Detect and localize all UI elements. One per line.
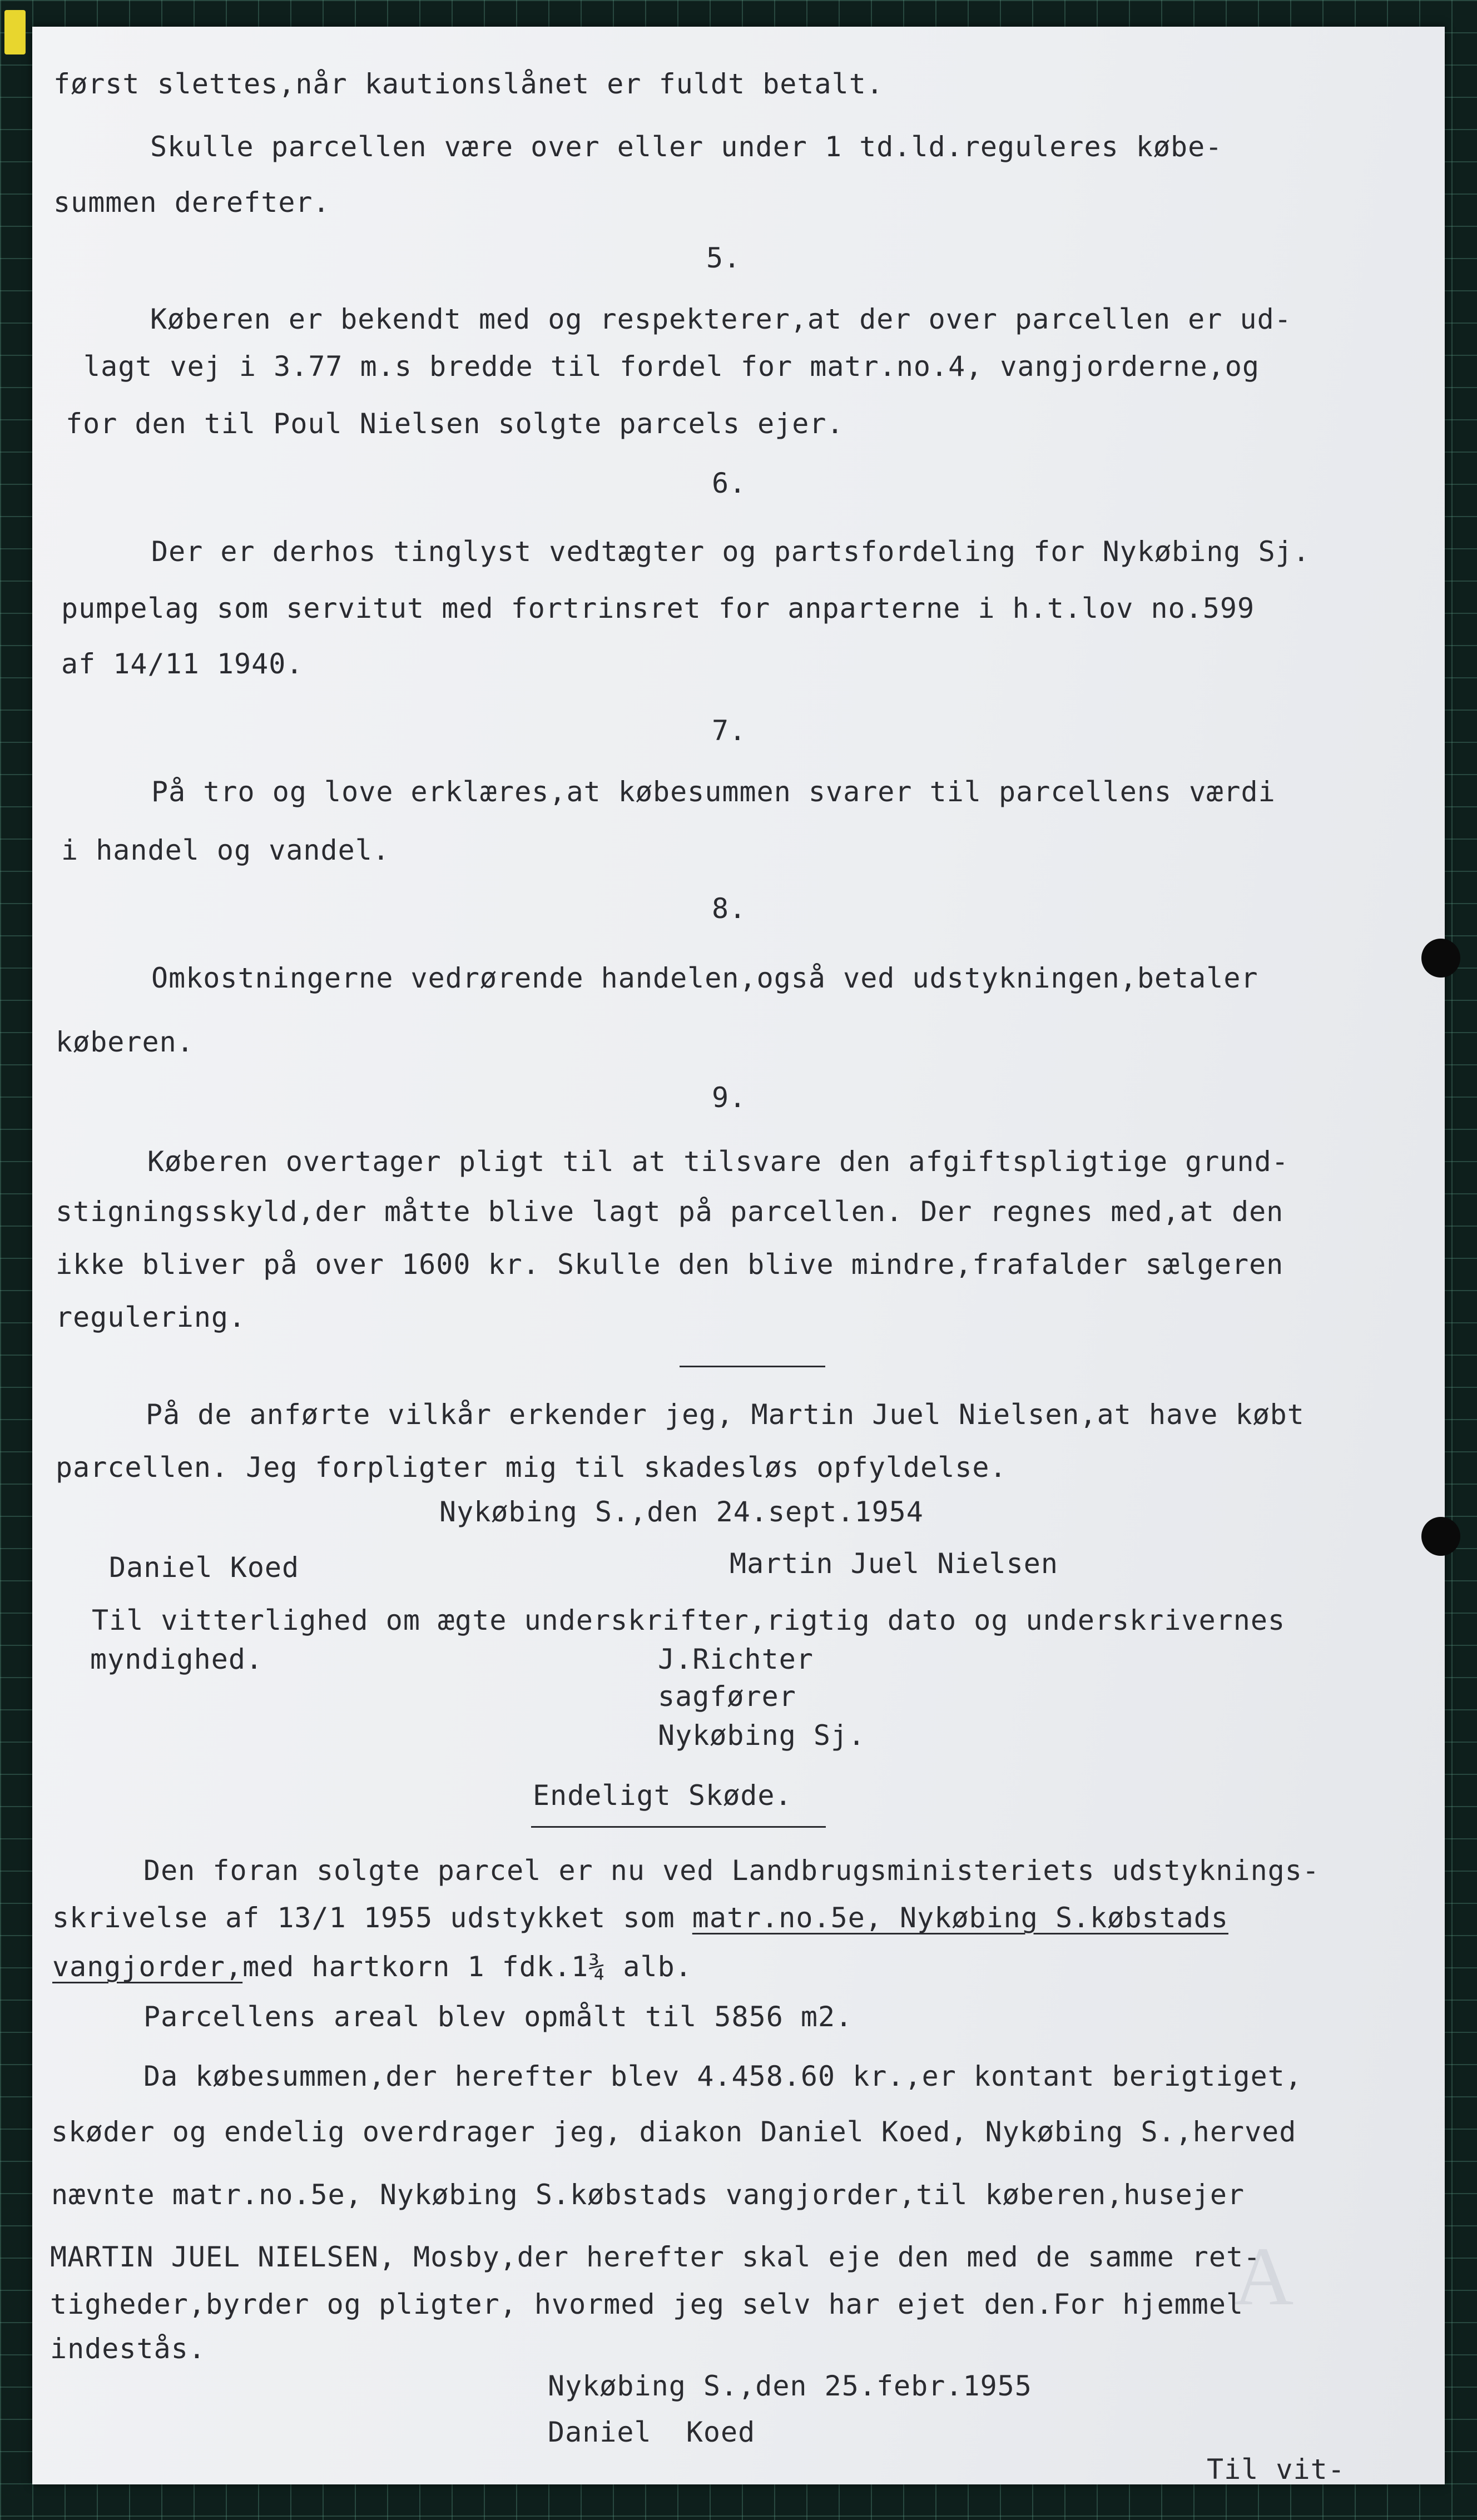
- place-date-1955: Nykøbing S.,den 25.febr.1955: [548, 2370, 1032, 2402]
- line-2: Skulle parcellen være over eller under 1 td.ld.reguleres købe-: [150, 131, 1223, 163]
- line-17: køberen.: [56, 1026, 194, 1058]
- signature-daniel-koed: Daniel Koed: [548, 2416, 756, 2448]
- witness-line-2: myndighed.: [90, 1643, 264, 1675]
- line-39: skøder og endelig overdrager jeg, diakon Daniel Koed, Nykøbing S.,herved: [51, 2116, 1297, 2148]
- witness-line-1: Til vitterlighed om ægte underskrifter,rigtig dato og underskrivernes: [92, 1604, 1286, 1636]
- line-1: først slettes,når kautionslånet er fuldt betalt.: [53, 68, 884, 100]
- line-9: Der er derhos tinglyst vedtægter og partsfordeling for Nykøbing Sj.: [151, 535, 1310, 568]
- section-number-5: 5.: [706, 242, 741, 274]
- line-23: På de anførte vilkår erkender jeg, Martin Juel Nielsen,at have købt: [146, 1398, 1305, 1431]
- line-13: På tro og love erklæres,at købesummen svarer til parcellens værdi: [151, 776, 1276, 808]
- line-24: parcellen. Jeg forpligter mig til skadesløs opfyldelse.: [56, 1451, 1007, 1484]
- section-number-8: 8.: [712, 892, 747, 925]
- final-deed-heading: Endeligt Skøde.: [533, 1779, 792, 1812]
- line-22: regulering.: [56, 1301, 246, 1333]
- line-34: Den foran solgte parcel er nu ved Landbrugsministeriets udstyknings-: [143, 1854, 1320, 1887]
- line-19: Køberen overtager pligt til at tilsvare den afgiftspligtige grund-: [147, 1145, 1289, 1178]
- line-3: summen derefter.: [53, 186, 330, 219]
- line-20: stigningsskyld,der måtte blive lagt på parcellen. Der regnes med,at den: [56, 1195, 1284, 1228]
- witness-name: J.Richter: [658, 1643, 814, 1675]
- line-36-text: med hartkorn 1 fdk.1¾ alb.: [242, 1951, 692, 1983]
- section-number-9: 9.: [712, 1082, 747, 1114]
- line-16: Omkostningerne vedrørende handelen,også ved udstykningen,betaler: [151, 962, 1258, 994]
- line-37: Parcellens areal blev opmålt til 5856 m2.: [143, 2001, 853, 2033]
- line-5: Køberen er bekendt med og respekterer,at der over parcellen er ud-: [150, 303, 1292, 335]
- continuation-text: Til vit-: [1207, 2453, 1345, 2486]
- line-11: af 14/11 1940.: [61, 648, 304, 680]
- section-divider: [680, 1366, 825, 1367]
- line-43: indestås.: [50, 2333, 206, 2365]
- punch-hole-lower: [1421, 1517, 1460, 1556]
- yellow-tab: [4, 10, 26, 54]
- witness-title: sagfører: [658, 1680, 796, 1713]
- witness-place: Nykøbing Sj.: [658, 1719, 866, 1752]
- line-42: tigheder,byrder og pligter, hvormed jeg selv har ejet den.For hjemmel: [50, 2288, 1244, 2320]
- line-7: for den til Poul Nielsen solgte parcels ejer.: [66, 408, 844, 440]
- line-41: MARTIN JUEL NIELSEN, Mosby,der herefter skal eje den med de samme ret-: [50, 2241, 1261, 2273]
- line-35-text: skrivelse af 13/1 1955 udstykket som: [52, 1902, 692, 1934]
- line-35-underlined: matr.no.5e, Nykøbing S.købstads: [692, 1902, 1228, 1934]
- line-6: lagt vej i 3.77 m.s bredde til fordel for matr.no.4, vangjorderne,og: [83, 350, 1260, 383]
- buyer-name: Martin Juel Nielsen: [730, 1547, 1058, 1580]
- seller-name: Daniel Koed: [109, 1551, 300, 1584]
- section-number-6: 6.: [712, 467, 747, 499]
- line-38: Da købesummen,der herefter blev 4.458.60 kr.,er kontant berigtiget,: [143, 2060, 1302, 2092]
- line-10: pumpelag som servitut med fortrinsret for anparterne i h.t.lov no.599: [61, 592, 1255, 624]
- line-36: [52, 1951, 692, 1983]
- line-40: nævnte matr.no.5e, Nykøbing S.købstads vangjorder,til køberen,husejer: [51, 2179, 1245, 2211]
- punch-hole-upper: [1421, 939, 1460, 978]
- line-36-underlined: vangjorder,: [52, 1951, 243, 1983]
- line-14: i handel og vandel.: [61, 834, 390, 866]
- section-number-7: 7.: [712, 715, 747, 747]
- place-date-1954: Nykøbing S.,den 24.sept.1954: [439, 1496, 924, 1528]
- heading-underline: [531, 1826, 826, 1828]
- bleed-through-marks: A: [1233, 2230, 1297, 2323]
- line-21: ikke bliver på over 1600 kr. Skulle den blive mindre,frafalder sælgeren: [56, 1248, 1284, 1281]
- line-35: [52, 1902, 1228, 1934]
